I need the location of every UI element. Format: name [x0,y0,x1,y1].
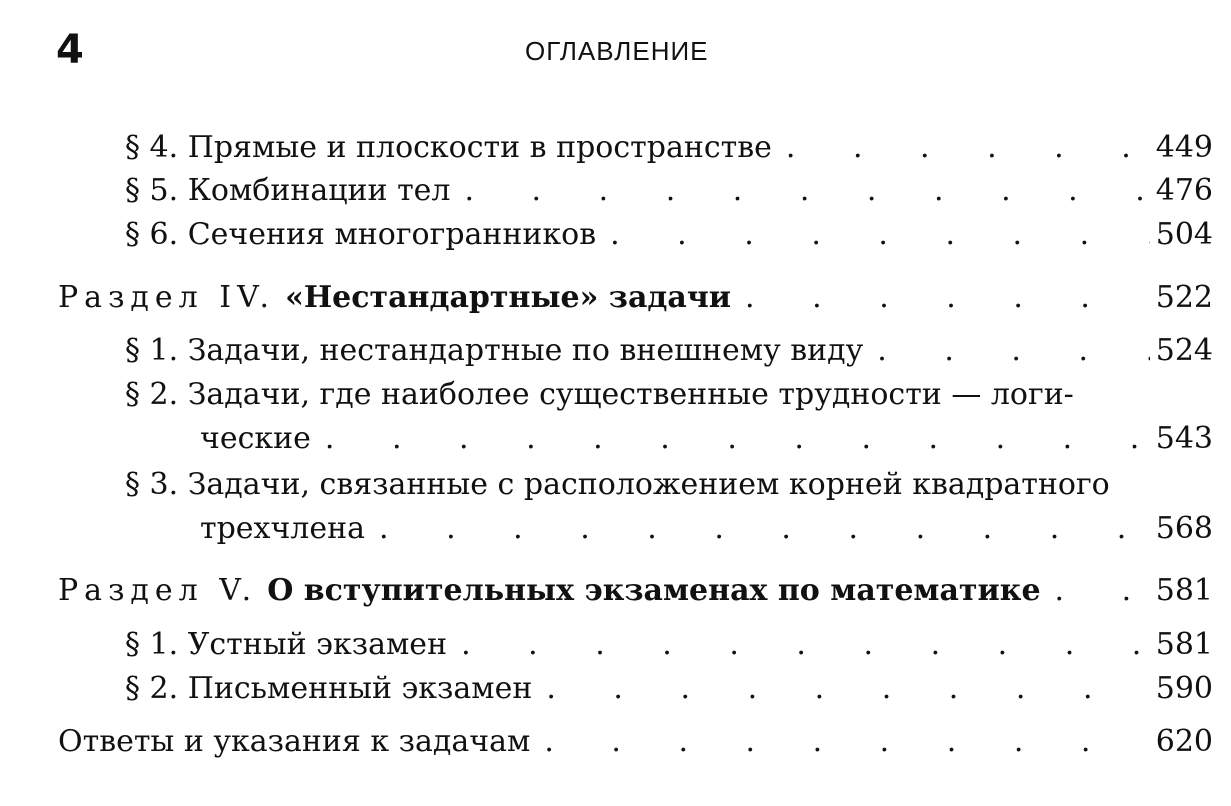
dot-leader [365,514,1150,544]
running-title: ОГЛАВЛЕНИЕ [525,36,709,66]
toc-entry-p4s2-line2 [200,421,1213,456]
toc-entry-p4s3-line2 [200,511,1213,546]
part-prefix: Раздел V. [58,573,258,608]
toc-page-number: 543 [1155,421,1213,456]
toc-entry-label: § 4. Прямые и плоскости в пространстве [125,130,772,165]
toc-entry-s5 [125,173,1213,208]
toc-page-number: 522 [1155,280,1213,315]
dot-leader [532,674,1149,704]
dot-leader [863,336,1149,366]
dot-leader [450,176,1149,206]
part-title: О вступительных экзаменах по математике [267,573,1041,608]
toc-entry-label: § 2. Задачи, где наиболее существенные трудности — логи- [125,377,1074,412]
toc-answers [58,724,1213,759]
dot-leader [1041,576,1150,606]
toc-page-number: 524 [1155,333,1213,368]
toc-part-5 [58,573,1213,608]
toc-page-number: 590 [1155,671,1213,706]
toc-entry-p4s3-line1 [125,467,1213,502]
dot-leader [311,424,1150,454]
toc-page-number: 581 [1155,627,1213,662]
toc-page-number: 620 [1155,724,1213,759]
toc-page-number: 449 [1155,130,1213,165]
toc-part-4 [58,280,1213,315]
toc-entry-label: Ответы и указания к задачам [58,724,531,759]
toc-entry-p5s2 [125,671,1213,706]
toc-entry-p4s2-line1 [125,377,1213,412]
toc-entry-label: § 5. Комбинации тел [125,173,451,208]
toc-page-number: 504 [1155,217,1213,252]
toc-entry-label-cont: трехчлена [200,511,365,546]
dot-leader [731,283,1150,313]
toc-entry-label: § 3. Задачи, связанные с расположением корней квадратного [125,467,1110,502]
dot-leader [530,727,1149,757]
dot-leader [772,133,1150,163]
page-number: 4 [56,27,84,73]
toc-entry-label: § 6. Сечения многогранников [125,217,597,252]
toc-entry-p4s1 [125,333,1213,368]
toc-entry-label: § 2. Письменный экзамен [125,671,533,706]
part-prefix: Раздел IV. [58,280,276,315]
toc-entry-label: § 1. Задачи, нестандартные по внешнему виду [125,333,864,368]
toc-page-number: 476 [1155,173,1213,208]
part-title: «Нестандартные» задачи [285,280,732,315]
toc-page-number: 568 [1155,511,1213,546]
toc-entry-s6 [125,217,1213,252]
toc-entry-label: § 1. Устный экзамен [125,627,448,662]
toc-entry-s4 [125,130,1213,165]
toc-entry-label-cont: ческие [200,421,311,456]
dot-leader [596,220,1150,250]
toc-page-number: 581 [1155,573,1213,608]
toc-entry-p5s1 [125,627,1213,662]
dot-leader [447,630,1150,660]
